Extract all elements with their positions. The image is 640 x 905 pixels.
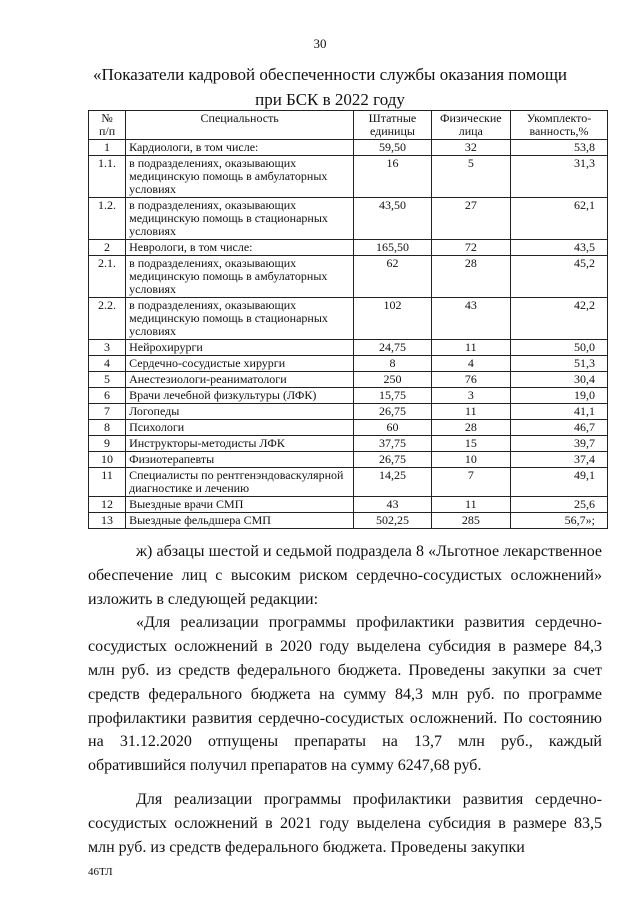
cell-staff-units: 16 [354, 156, 431, 198]
table-title [60, 62, 600, 112]
cell-staffing: 50,0 [510, 340, 607, 356]
cell-staffing: 56,7»; [510, 513, 607, 529]
cell-individuals: 28 [431, 256, 510, 298]
cell-specialty: в подразделениях, оказывающих медицинскую помощь в стационарных условиях [126, 198, 354, 240]
header-no: № п/п [89, 111, 126, 140]
cell-individuals: 11 [431, 497, 510, 513]
paragraph-amendment: ж) абзацы шестой и седьмой подраздела 8 «Льготное лекарственное обеспечение лиц с высоким риском сердечно-сосудистых осложнений» изложить в следующей редакции: [88, 543, 602, 608]
cell-individuals: 11 [431, 404, 510, 420]
table-row [89, 298, 608, 340]
cell-staffing: 30,4 [510, 372, 607, 388]
table-row [89, 420, 608, 436]
cell-no: 2.1. [89, 256, 126, 298]
cell-staffing: 51,3 [510, 356, 607, 372]
cell-individuals: 15 [431, 436, 510, 452]
table-row [89, 340, 608, 356]
cell-no: 10 [89, 452, 126, 468]
table-row [89, 513, 608, 529]
table-row [89, 256, 608, 298]
table-title-line-2: при БСК в 2022 году [255, 90, 405, 109]
cell-individuals: 5 [431, 156, 510, 198]
cell-staff-units: 62 [354, 256, 431, 298]
cell-specialty: в подразделениях, оказывающих медицинскую помощь в амбулаторных условиях [126, 256, 354, 298]
cell-specialty: Логопеды [126, 404, 354, 420]
header-staff-units: Штатные единицы [354, 111, 431, 140]
cell-individuals: 3 [431, 388, 510, 404]
paragraph-2021: Для реализации программы профилактики развития сердечно-сосудистых осложнений в 2021 году выделена субсидия в размере 83,5 млн руб. из средств федерального бюджета. Проведены закупки [88, 790, 602, 856]
cell-individuals: 72 [431, 240, 510, 256]
cell-specialty: Физиотерапевты [126, 452, 354, 468]
cell-specialty: Кардиологи, в том числе: [126, 140, 354, 156]
table-row [89, 140, 608, 156]
cell-individuals: 32 [431, 140, 510, 156]
cell-staffing: 62,1 [510, 198, 607, 240]
cell-staff-units: 502,25 [354, 513, 431, 529]
cell-individuals: 4 [431, 356, 510, 372]
cell-no: 7 [89, 404, 126, 420]
table-row [89, 198, 608, 240]
table-row [89, 372, 608, 388]
cell-individuals: 10 [431, 452, 510, 468]
cell-no: 6 [89, 388, 126, 404]
cell-staff-units: 43,50 [354, 198, 431, 240]
cell-individuals: 11 [431, 340, 510, 356]
table-row [89, 240, 608, 256]
cell-staffing: 31,3 [510, 156, 607, 198]
cell-individuals: 27 [431, 198, 510, 240]
cell-specialty: Выездные фельдшера СМП [126, 513, 354, 529]
cell-staffing: 41,1 [510, 404, 607, 420]
cell-staff-units: 26,75 [354, 404, 431, 420]
cell-specialty: Выездные врачи СМП [126, 497, 354, 513]
cell-individuals: 43 [431, 298, 510, 340]
cell-staff-units: 250 [354, 372, 431, 388]
cell-staffing: 43,5 [510, 240, 607, 256]
cell-no: 8 [89, 420, 126, 436]
paragraph-2020: «Для реализации программы профилактики развития сердечно-сосудистых осложнений в 2020 году выделена субсидия в размере 84,3 млн руб. из средств федерального бюджета. Проведены закупки за счет средств федерального бюджета на сумму 84,3 млн руб. по программе профилактики развития сердечно-сосудистых осложнений. По состоянию на 31.12.2020 отпущены препараты на 13,7 млн руб., каждый обратившийся получил препаратов на сумму 6247,68 руб. [88, 614, 602, 775]
header-staffing: Укомплекто- ванность,% [510, 111, 607, 140]
cell-specialty: в подразделениях, оказывающих медицинскую помощь в амбулаторных условиях [126, 156, 354, 198]
cell-staff-units: 165,50 [354, 240, 431, 256]
cell-specialty: Врачи лечебной физкультуры (ЛФК) [126, 388, 354, 404]
cell-specialty: Инструкторы-методисты ЛФК [126, 436, 354, 452]
table-row [89, 156, 608, 198]
table-row [89, 356, 608, 372]
cell-specialty: в подразделениях, оказывающих медицинскую помощь в стационарных условиях [126, 298, 354, 340]
cell-staff-units: 15,75 [354, 388, 431, 404]
cell-staff-units: 60 [354, 420, 431, 436]
table-body [89, 140, 608, 529]
cell-no: 1.1. [89, 156, 126, 198]
cell-staffing: 19,0 [510, 388, 607, 404]
cell-staff-units: 37,75 [354, 436, 431, 452]
cell-specialty: Анестезиологи-реаниматологи [126, 372, 354, 388]
body-text [88, 540, 602, 859]
page-number: 30 [313, 36, 327, 51]
cell-no: 2.2. [89, 298, 126, 340]
table-row [89, 497, 608, 513]
cell-no: 9 [89, 436, 126, 452]
cell-staffing: 37,4 [510, 452, 607, 468]
table-header-row [89, 111, 608, 140]
cell-no: 1.2. [89, 198, 126, 240]
cell-staff-units: 59,50 [354, 140, 431, 156]
cell-individuals: 28 [431, 420, 510, 436]
cell-no: 13 [89, 513, 126, 529]
cell-staff-units: 102 [354, 298, 431, 340]
cell-staff-units: 24,75 [354, 340, 431, 356]
table-row [89, 452, 608, 468]
cell-staff-units: 26,75 [354, 452, 431, 468]
cell-staffing: 45,2 [510, 256, 607, 298]
staffing-table [88, 110, 608, 529]
cell-no: 12 [89, 497, 126, 513]
cell-no: 4 [89, 356, 126, 372]
cell-individuals: 7 [431, 468, 510, 497]
cell-staff-units: 43 [354, 497, 431, 513]
cell-staffing: 46,7 [510, 420, 607, 436]
cell-specialty: Нейрохирурги [126, 340, 354, 356]
cell-specialty: Сердечно-сосудистые хирурги [126, 356, 354, 372]
footer-code: 46ТЛ [88, 866, 113, 878]
cell-specialty: Неврологи, в том числе: [126, 240, 354, 256]
header-specialty: Специальность [126, 111, 354, 140]
cell-individuals: 285 [431, 513, 510, 529]
cell-specialty: Психологи [126, 420, 354, 436]
cell-specialty: Специалисты по рентгенэндоваскулярной диагностике и лечению [126, 468, 354, 497]
cell-staff-units: 14,25 [354, 468, 431, 497]
cell-staffing: 25,6 [510, 497, 607, 513]
cell-no: 5 [89, 372, 126, 388]
cell-no: 2 [89, 240, 126, 256]
cell-staffing: 39,7 [510, 436, 607, 452]
header-individuals: Физические лица [431, 111, 510, 140]
cell-staffing: 49,1 [510, 468, 607, 497]
cell-no: 11 [89, 468, 126, 497]
table-row [89, 436, 608, 452]
table-row [89, 468, 608, 497]
cell-staff-units: 8 [354, 356, 431, 372]
cell-staffing: 53,8 [510, 140, 607, 156]
table-title-line-1: «Показатели кадровой обеспеченности службы оказания помощи [92, 65, 568, 84]
cell-no: 3 [89, 340, 126, 356]
table-row [89, 388, 608, 404]
cell-no: 1 [89, 140, 126, 156]
table-row [89, 404, 608, 420]
cell-staffing: 42,2 [510, 298, 607, 340]
cell-individuals: 76 [431, 372, 510, 388]
